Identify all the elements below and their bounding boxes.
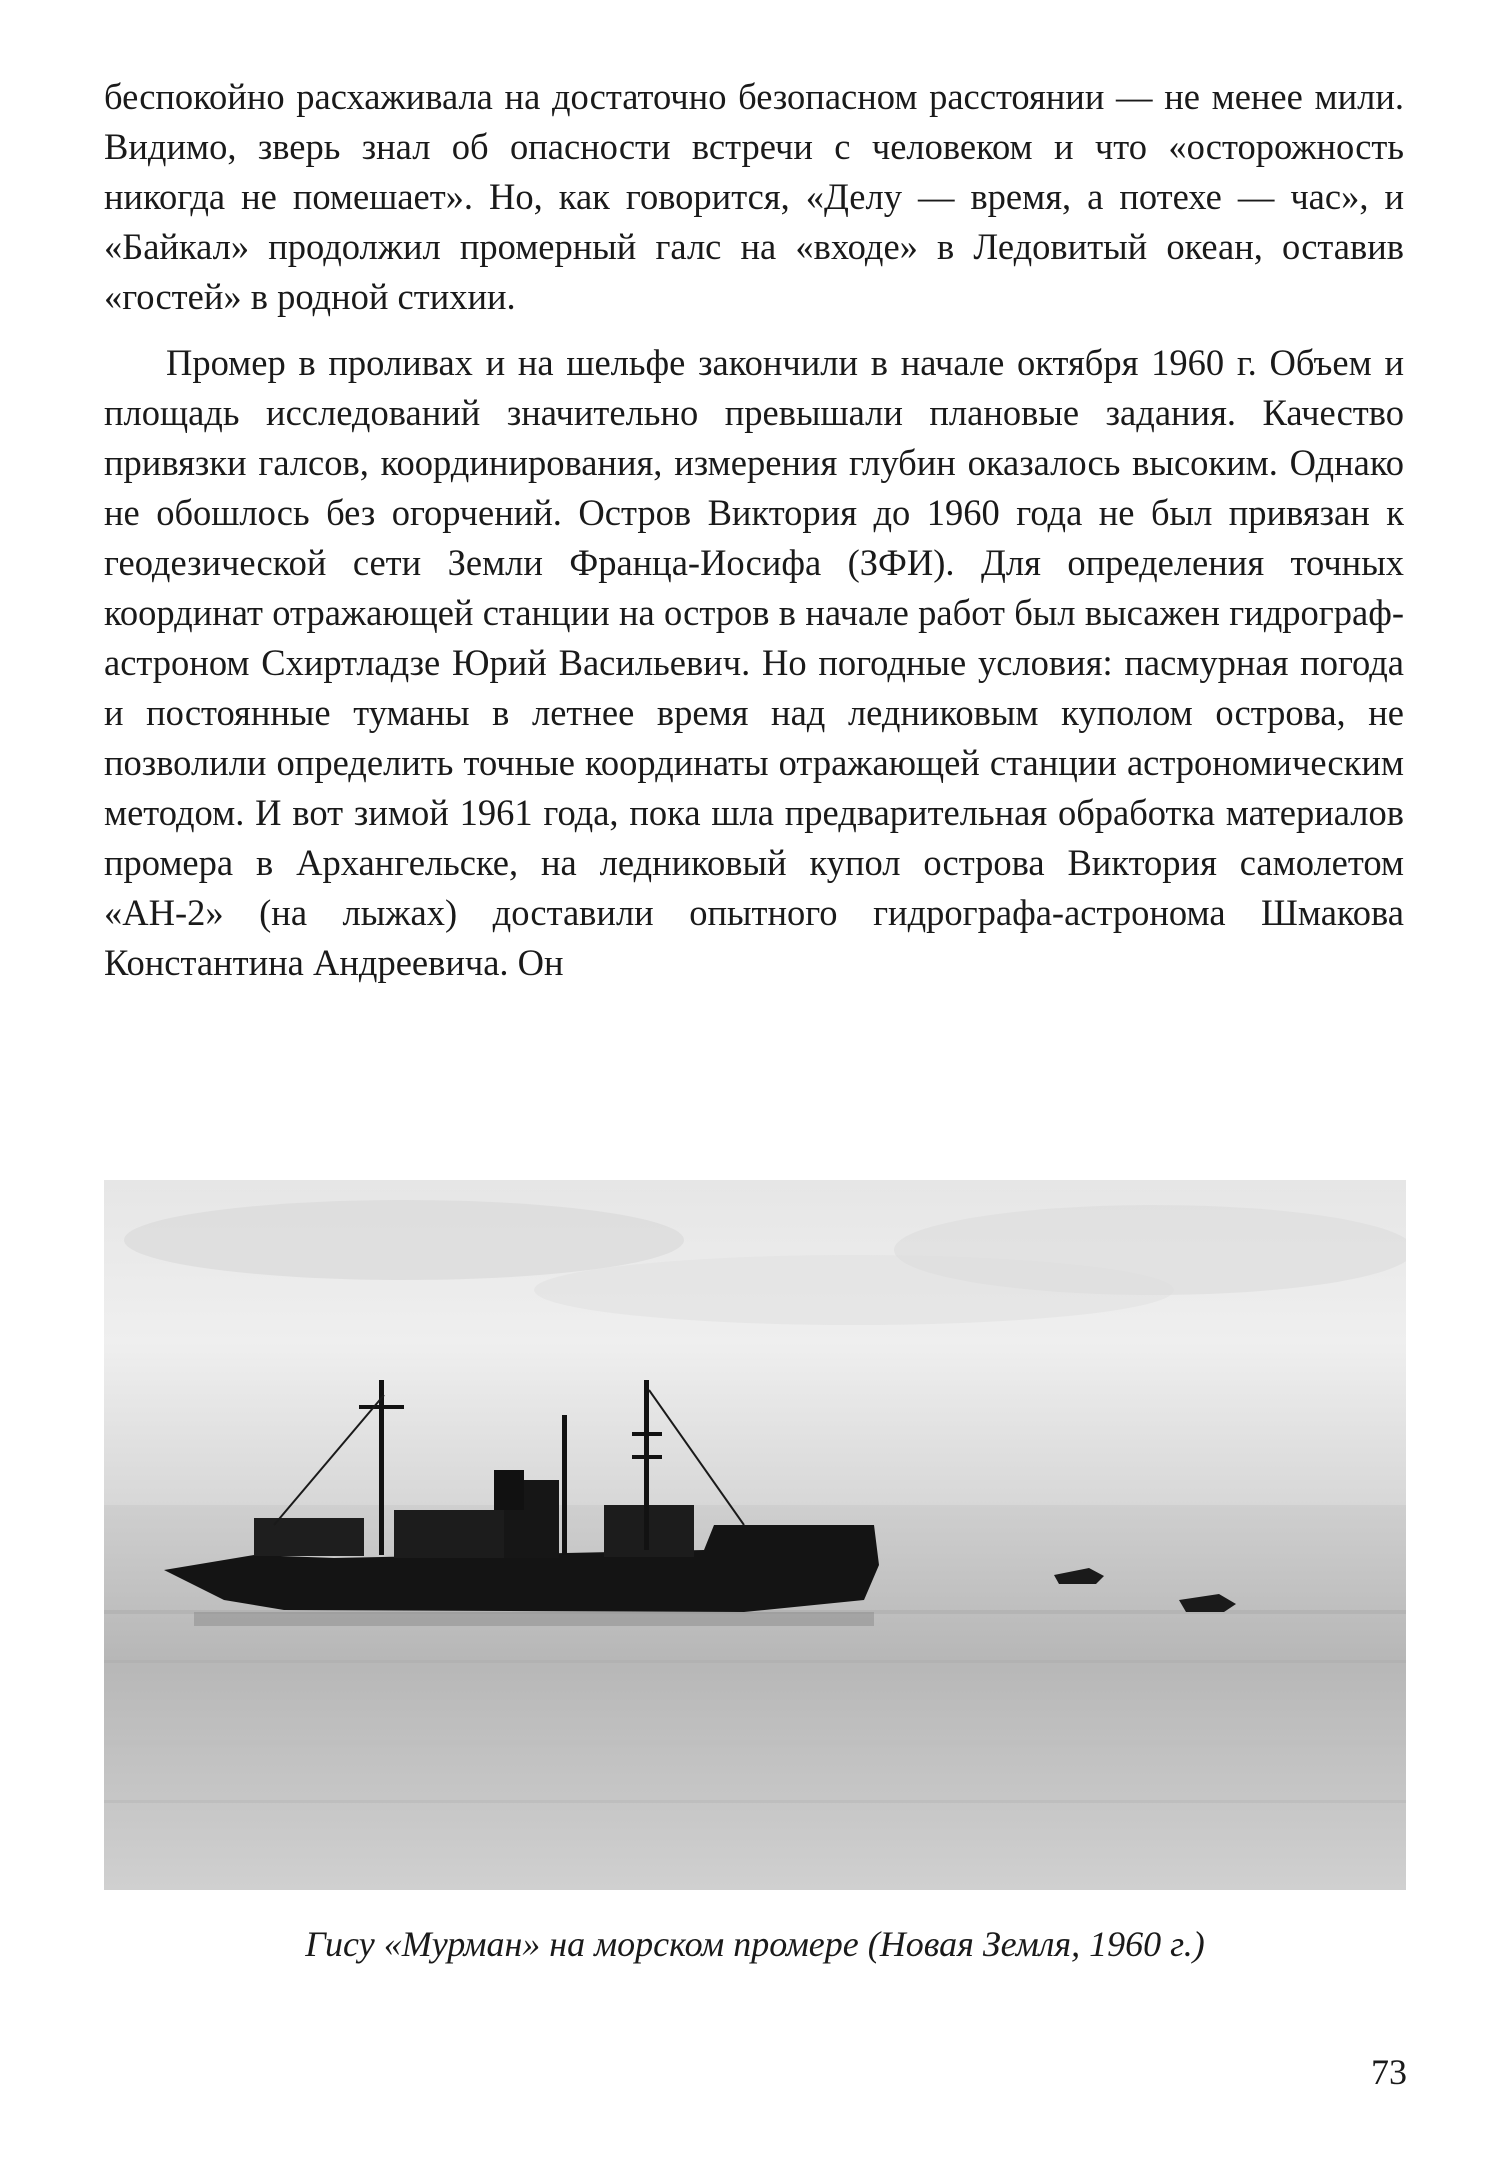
body-text <box>104 72 1404 988</box>
paragraph-1: беспокойно расхаживала на достаточно безопасном расстоянии — не менее мили. Видимо, зверь знал об опасности встречи с человеком и что «осторожность никогда не помешает». Но, как говорится, «Делу — время, а потехе — час», и «Байкал» продолжил промерный галс на «входе» в Ледовитый океан, оставив «гостей» в родной стихии. <box>104 76 1404 317</box>
paragraph-2: Промер в проливах и на шельфе закончили в начале октября 1960 г. Объем и площадь исследований значительно превышали плановые задания. Качество привязки галсов, координирования, измерения глубин оказалось высоким. Однако не обошлось без огорчений. Остров Виктория до 1960 года не был привязан к геодезической сети Земли Франца-Иосифа (ЗФИ). Для определения точных координат отражающей станции на остров в начале работ был высажен гидрограф-астроном Схиртладзе Юрий Васильевич. Но погодные условия: пасмурная погода и постоянные туманы в летнее время над ледниковым куполом острова, не позволили определить точные координаты отражающей станции астрономическим методом. И вот зимой 1961 года, пока шла предварительная обработка материалов промера в Архангельске, на ледниковый купол острова Виктория самолетом «АН-2» (на лыжах) доставили опытного гидрографа-астронома Шмакова Константина Андреевича. Он <box>104 342 1404 983</box>
page-number: 73 <box>1371 2052 1407 2092</box>
figure-caption: Гису «Мурман» на морском промере (Новая Земля, 1960 г.) <box>305 1924 1205 1964</box>
ship-photograph <box>104 1180 1406 1890</box>
